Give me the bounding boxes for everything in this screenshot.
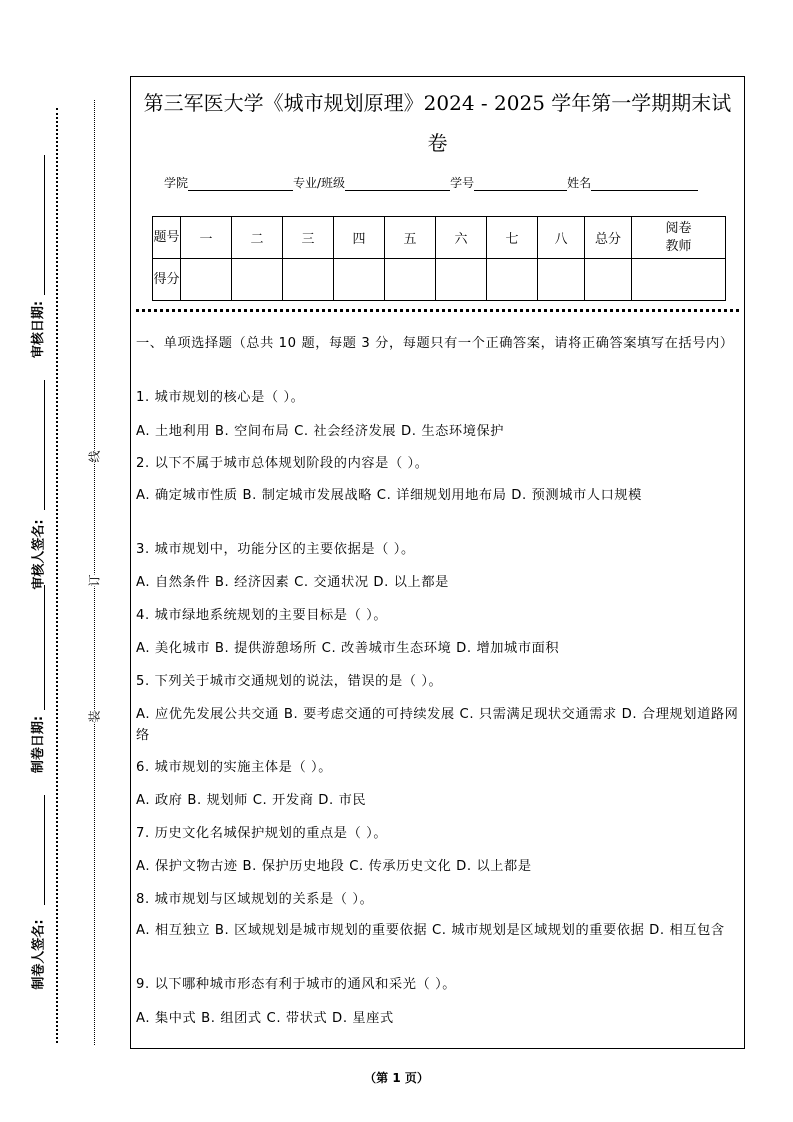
student-id-label: 学号 (450, 176, 475, 190)
question-3: 3. 城市规划中，功能分区的主要依据是（ ）。 (136, 542, 415, 557)
score-table (152, 216, 726, 301)
major-class-label: 专业/班级 (293, 176, 346, 190)
question-1: 1. 城市规划的核心是（ ）。 (136, 390, 305, 405)
score-col-1: 一 (181, 217, 232, 259)
page-number: （第 1 页） (364, 1071, 429, 1085)
bind-install-char: 装 (87, 710, 102, 723)
score-col-2: 二 (232, 217, 283, 259)
left-dotted-line (56, 108, 58, 1043)
score-col-7: 七 (487, 217, 538, 259)
reviewer-sign-line (44, 380, 45, 510)
name-label: 姓名 (567, 176, 592, 190)
question-5: 5. 下列关于城市交通规划的说法，错误的是（ ）。 (136, 674, 443, 689)
score-cell-2[interactable] (232, 259, 283, 301)
score-cell-4[interactable] (334, 259, 385, 301)
options-6: A. 政府 B. 规划师 C. 开发商 D. 市民 (136, 793, 367, 808)
question-8: 8. 城市规划与区域规划的关系是（ ）。 (136, 892, 374, 907)
options-8: A. 相互独立 B. 区域规划是城市规划的重要依据 C. 城市规划是区域规划的重要依据 D. 相互包含 (136, 923, 725, 938)
score-col-grader: 阅卷教师 (632, 217, 726, 259)
question-4: 4. 城市绿地系统规划的主要目标是（ ）。 (136, 608, 388, 623)
college-field[interactable] (188, 178, 293, 191)
exam-frame (130, 76, 745, 1049)
reviewer-sign-label: 审核人签名: (31, 519, 47, 590)
options-5: A. 应优先发展公共交通 B. 要考虑交通的可持续发展 C. 只需满足现状交通需求 D. 合理规划道路网络 (136, 707, 739, 743)
options-2: A. 确定城市性质 B. 制定城市发展战略 C. 详细规划用地布局 D. 预测城市人口规模 (136, 488, 642, 503)
options-4: A. 美化城市 B. 提供游憩场所 C. 改善城市生态环境 D. 增加城市面积 (136, 641, 560, 656)
score-col-5: 五 (385, 217, 436, 259)
name-field[interactable] (591, 178, 698, 191)
question-9: 9. 以下哪种城市形态有利于城市的通风和采光（ ）。 (136, 977, 457, 992)
made-date-line (44, 585, 45, 710)
score-cell-8[interactable] (538, 259, 585, 301)
score-col-8: 八 (538, 217, 585, 259)
college-label: 学院 (164, 176, 189, 190)
options-9: A. 集中式 B. 组团式 C. 带状式 D. 星座式 (136, 1011, 394, 1026)
score-row-header: 得分 (153, 259, 181, 301)
score-cell-grader[interactable] (632, 259, 726, 301)
score-cell-5[interactable] (385, 259, 436, 301)
bind-line-char: 线 (87, 450, 102, 463)
review-date-line (44, 155, 45, 295)
maker-sign-line (44, 795, 45, 905)
score-cell-3[interactable] (283, 259, 334, 301)
student-id-field[interactable] (474, 178, 567, 191)
score-cell-total[interactable] (585, 259, 632, 301)
maker-sign-label: 制卷人签名: (31, 919, 47, 990)
score-cell-6[interactable] (436, 259, 487, 301)
score-col-3: 三 (283, 217, 334, 259)
question-2: 2. 以下不属于城市总体规划阶段的内容是（ ）。 (136, 456, 429, 471)
options-1: A. 土地利用 B. 空间布局 C. 社会经济发展 D. 生态环境保护 (136, 424, 505, 439)
question-7: 7. 历史文化名城保护规划的重点是（ ）。 (136, 826, 388, 841)
dotted-separator (136, 309, 739, 312)
made-date-label: 制卷日期: (31, 715, 47, 774)
bind-order-char: 订 (87, 574, 102, 587)
review-date-label: 审核日期: (31, 300, 47, 359)
options-7: A. 保护文物古迹 B. 保护历史地段 C. 传承历史文化 D. 以上都是 (136, 859, 532, 874)
binding-dotted-line (94, 100, 95, 1045)
student-info-row (164, 174, 698, 191)
major-class-field[interactable] (345, 178, 450, 191)
score-cell-7[interactable] (487, 259, 538, 301)
score-col-4: 四 (334, 217, 385, 259)
score-cell-1[interactable] (181, 259, 232, 301)
question-6: 6. 城市规划的实施主体是（ ）。 (136, 760, 333, 775)
section-heading: 一、单项选择题（总共 10 题，每题 3 分，每题只有一个正确答案，请将正确答案填写在括号内） (136, 336, 734, 351)
score-col-total: 总分 (585, 217, 632, 259)
page-title-continued: 卷 (427, 131, 448, 155)
page-title: 第三军医大学《城市规划原理》2024 - 2025 学年第一学期期末试 (143, 91, 732, 115)
score-col-6: 六 (436, 217, 487, 259)
question-number-header: 题号 (153, 217, 181, 259)
options-3: A. 自然条件 B. 经济因素 C. 交通状况 D. 以上都是 (136, 575, 449, 590)
